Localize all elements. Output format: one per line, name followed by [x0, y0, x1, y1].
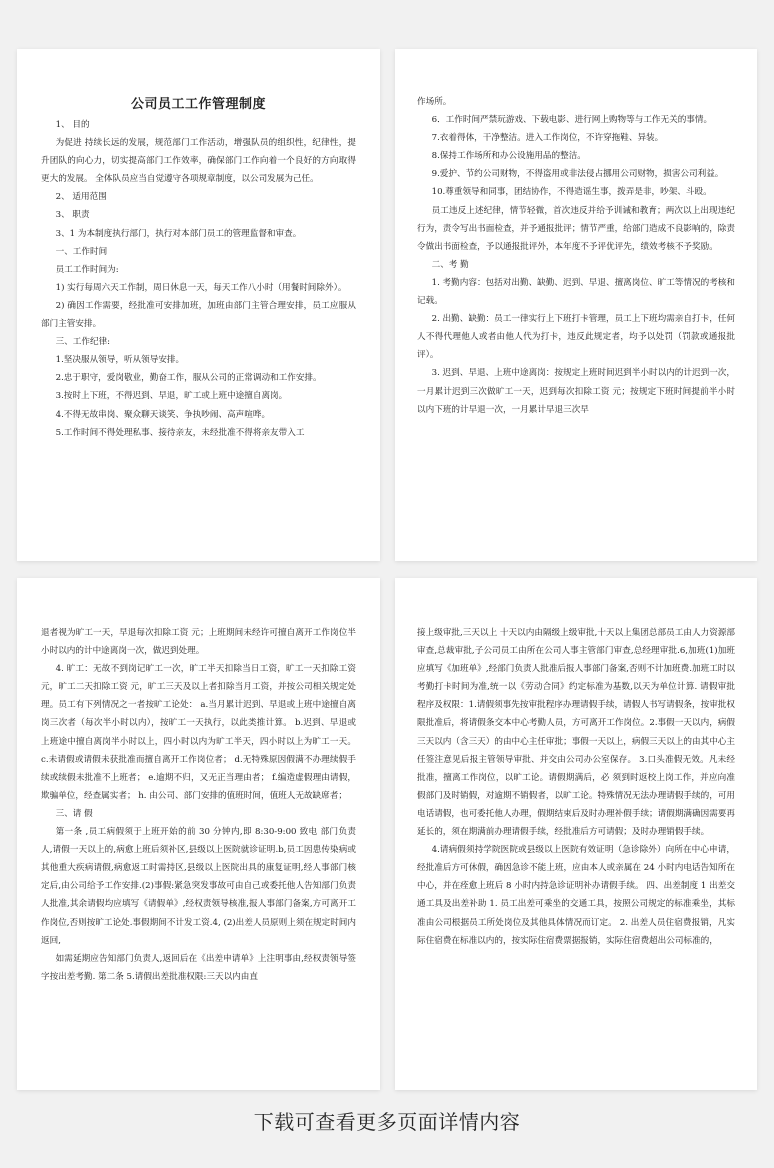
paragraph: 7.衣着得体，干净整洁。进入工作岗位，不许穿拖鞋、异装。	[431, 133, 664, 144]
paragraph: 1.坚决服从领导，听从领导安排。	[55, 355, 185, 366]
document-page-4	[395, 578, 757, 1090]
paragraph: 4.请病假须持学院医院或县级以上医院有效证明（急诊除外）向所在中心申请，经批准后方可休假，确因急诊不能上班，应由本人或亲属在 24 小时内电话告知所在中心，并在痊愈上班后 8 小时内持急诊证明补办请假手续。 四、出差制度 1 出差交通工具及出差补助 1. 员工出差可乘坐的交通工具，按照公司规定的标准乘坐，其标准由公司根据员工所处岗位及其他具体情况而订定。 2. 出差人员住宿费报销，凡实际住宿费在标准以内的，按实际住宿费票据报销，实际住宿费超出公司标准的，	[417, 845, 735, 946]
document-page-1	[17, 49, 380, 561]
paragraph: 10.尊重领导和同事，团结协作，不得造谣生事，拨弄是非，吵架、斗殴。	[431, 187, 712, 198]
paragraph: 8.保持工作场所和办公设施用品的整洁。	[431, 151, 586, 162]
page-body	[417, 624, 735, 950]
paragraph: 1、 目的	[55, 120, 90, 130]
paragraph: 9.爱护、节约公司财物，不得盗用或非法侵占挪用公司财物，损害公司利益。	[431, 169, 724, 180]
page-body	[41, 116, 356, 442]
document-page-2	[395, 49, 757, 561]
paragraph: 3.按时上下班，不得迟到、早退，旷工或上班中途擅自离岗。	[55, 391, 288, 402]
paragraph: 三、请 假	[55, 808, 93, 819]
paragraph: 如需延期应告知部门负责人,返回后在《出差申请单》上注明事由,经权责领导签字按出差考勤. 第二条 5.请假出差批准权限:三天以内由直	[41, 953, 356, 982]
paragraph: 作场所。	[417, 97, 452, 107]
paragraph: 1. 考勤内容：包括对出勤、缺勤、迟到、早退、擅离岗位、旷工等情况的考核和记载。	[417, 277, 735, 307]
paragraph: 2) 确因工作需要，经批准可安排加班，加班由部门主管合理安排，员工应服从部门主管安排。	[41, 300, 356, 330]
download-more-banner[interactable]: 下载可查看更多页面详情内容	[253, 1110, 521, 1134]
paragraph: 接上级审批,三天以上 十天以内由隔级上级审批,十天以上集团总部员工由人力资源部审查,总裁审批,子公司员工由所在公司人事主管部门审查,总经理审批.6,加班(1)加班应填写《加班单》,经部门负责人批准后报人事部门备案,否则不计加班费.加班工时以考勤打卡时间为准,统一以《劳动合同》约定标准为基数,以天为单位计算. 请假审批程序及权限：1.请假须事先按审批程序办理请假手续，请假人书写请假条，按审批权限批准后，将请假条交本中心考勤人员，方可离开工作岗位。2.事假一天以内，病假三天以内（含三天）的由中心主任审批；事假一天以上，病假三天以上的由其中心主任签注意见后报主管领导审批、并交由公司办公室保存。 3.口头准假无效。凡未经批准，擅离工作岗位，以旷工论。请假期满后，必 须到时返校上岗工作，并应向准假部门及时销假，对逾期不销假者，以旷工论。特殊情况无法办理请假手续的，可用电话请假，也可委托他人办理，假期结束后及时办理补假手续；请假期满确因需要再延长的，须在期满前办理请假手续，经批准后方可请假；及时办理销假手续。	[417, 628, 735, 838]
paragraph: 5.工作时间不得处理私事、接待亲友，未经批准不得将亲友带入工	[55, 427, 305, 438]
paragraph: 退者视为旷工一天，早退每次扣除工资 元；上班期间未经许可擅自离开工作岗位半小时以内的计中途离岗一次，做迟到处理。	[41, 628, 356, 657]
paragraph: 第一条 ,员工病假须于上班开始的前 30 分钟内,即 8:30-9:00 致电 部门负责人,请假一天以上的,病愈上班后须补区,县级以上医院就诊证明.b,员工因患传染病或其他重大疾病请假,病愈返工时需持区,县级以上医院出具的康复证明,经人事部门核定后,由公司给予工作安排.(2)事假:紧急突发事故可由自己或委托他人告知部门负责人批准,其余请假均应填写《请假单》,经权责领导核准,报人事部门备案,方可离开工作岗位,否则按旷工论处.事假期间不计发工资.4, (2)出差人员原则上须在规定时间内返回,	[41, 827, 356, 946]
paragraph: 3、1 为本制度执行部门，执行对本部门员工的管理监督和审查。	[55, 228, 302, 239]
paragraph: 为促进 持续长远的发展，规范部门工作活动，增强队员的组织性，纪律性，提升团队的向心力，切实提高部门工作效率，确保部门工作向着一个良好的方向取得更大的发展。 全体队员应当自觉遵守各项规章制度，以公司发展为己任。	[41, 138, 356, 185]
paragraph: 三、工作纪律:	[55, 337, 111, 348]
page-body	[417, 93, 735, 419]
paragraph: 员工违反上述纪律，情节轻微，首次违反并给予训诫和教育；两次以上出现违纪行为，责令写出书面检查，并予通报批评；情节严重，给部门造成不良影响的，除责令做出书面检查，予以通报批评外，本年度不予评优评先，绩效考核不予奖励。	[417, 205, 735, 252]
paragraph: 3、 职责	[55, 210, 90, 221]
document-page-3	[17, 578, 380, 1090]
paragraph: 1) 实行每周六天工作制，周日休息一天，每天工作八小时（用餐时间除外）。	[55, 282, 347, 293]
paragraph: 2、 适用范围	[55, 192, 107, 203]
paragraph: 员工工作时间为:	[55, 264, 119, 275]
paragraph: 2.忠于职守，爱岗敬业，勤奋工作，服从公司的正常调动和工作安排。	[55, 373, 322, 384]
document-title: 公司员工工作管理制度	[130, 97, 266, 112]
paragraph: 4. 旷工：无故不到岗记旷工一次，旷工半天扣除当日工资，旷工一天扣除工资 元，旷工二天扣除工资 元，旷工三天及以上者扣除当月工资，并按公司相关规定处理。员工有下列情况之一者按旷工论处： a.当月累计迟到、早退或上班中途擅自离岗三次者（每次半小时以内），按旷工一天执行，以此类推计算。 b.迟到、早退或上班途中擅自离岗半小时以上，四小时以内为旷工半天，四小时以上为旷工一天。 c.未请假或请假未获批准而擅自离开工作岗位者； d.无特殊原因假满不办理续假手续或续假未批准不上班者； e.逾期不归，又无正当理由者； f.编造虚假理由请假，欺骗单位，经查属实者； h. 由公司、部门安排的值班时间，值班人无故缺席者；	[41, 664, 356, 801]
paragraph: 6．工作时间严禁玩游戏、下载电影、进行网上购物等与工作无关的事情。	[431, 115, 713, 126]
paragraph: 一、工作时间	[55, 246, 108, 257]
paragraph: 4.不得无故串岗、聚众聊天谈笑、争执吵闹、高声喧哗。	[55, 409, 271, 420]
paragraph: 2. 出勤、缺勤：员工一律实行上下班打卡管理，员工上下班均需亲自打卡，任何人不得代理他人或者由他人代为打卡，违反此规定者，均予以处罚（罚款或通报批评）。	[417, 314, 735, 361]
paragraph: 3. 迟到、早退、上班中途离岗：按规定上班时间迟到半小时以内的计迟到一次，一月累计迟到三次做旷工一天，迟到每次扣除工资 元；按规定下班时间提前半小时以内下班的计早退一次，一月累计早退三次早	[417, 368, 735, 415]
page-body	[41, 624, 356, 986]
paragraph: 二、考 勤	[431, 259, 469, 270]
